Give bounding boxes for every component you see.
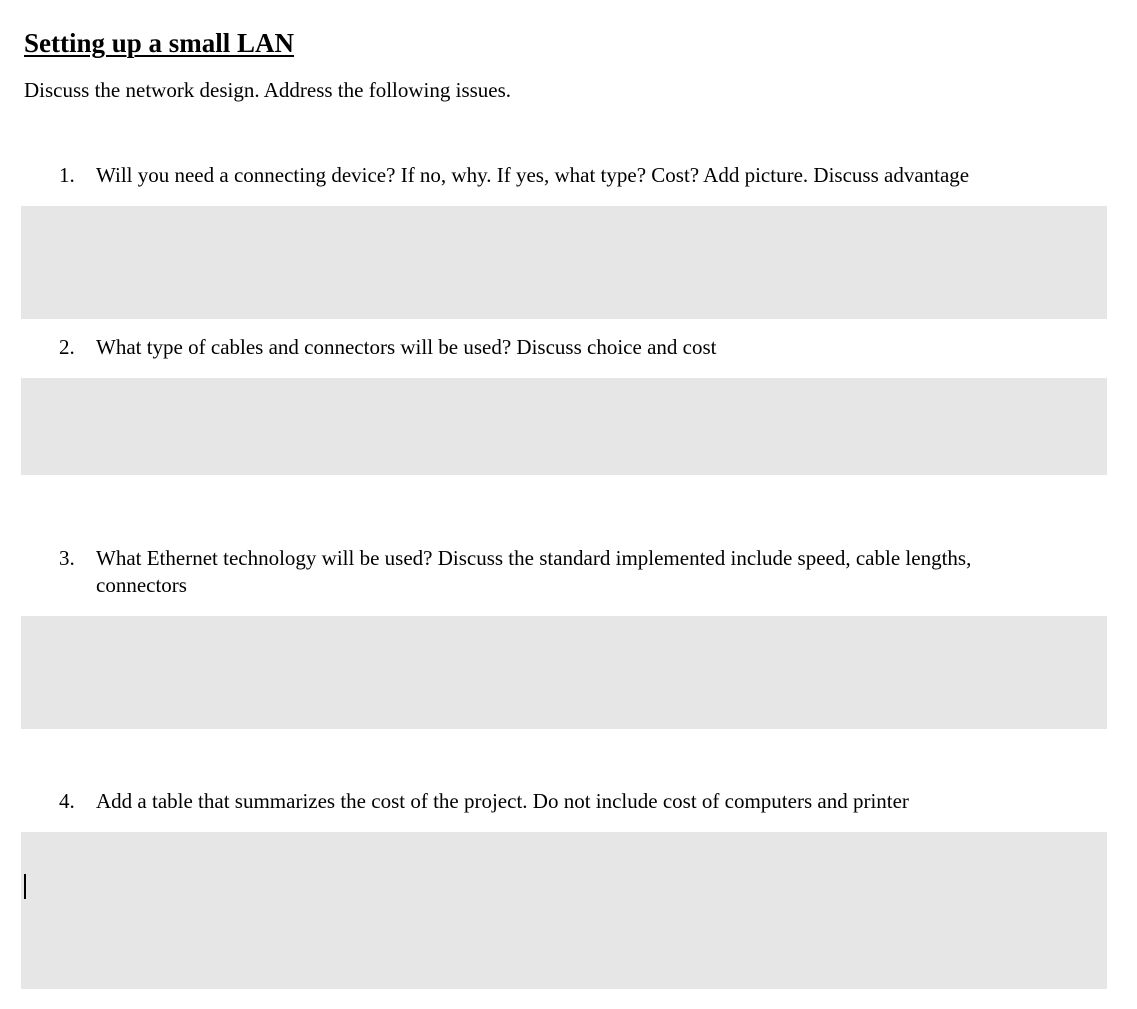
- question-text: Will you need a connecting device? If no, why. If yes, what type? Cost? Add picture. Discuss advantage: [96, 163, 970, 187]
- question-number: 4.: [59, 789, 75, 813]
- question-2: [59, 334, 1036, 361]
- question-number: 3.: [59, 546, 75, 570]
- answer-field-4[interactable]: [21, 832, 1107, 989]
- question-3: [59, 545, 1036, 599]
- question-text: What Ethernet technology will be used? Discuss the standard implemented include speed, cable lengths, connectors: [96, 546, 972, 597]
- question-4: [59, 788, 1036, 815]
- text-cursor: [24, 874, 26, 899]
- question-number: 1.: [59, 163, 75, 187]
- question-number: 2.: [59, 335, 75, 359]
- question-text: What type of cables and connectors will be used? Discuss choice and cost: [96, 335, 717, 359]
- question-text: Add a table that summarizes the cost of the project. Do not include cost of computers and printer: [96, 789, 909, 813]
- answer-field-3[interactable]: [21, 616, 1107, 729]
- answer-field-1[interactable]: [21, 206, 1107, 319]
- question-1: [59, 162, 1036, 189]
- answer-field-2[interactable]: [21, 378, 1107, 475]
- intro-text: Discuss the network design. Address the following issues.: [24, 78, 512, 102]
- document-title: Setting up a small LAN: [24, 28, 295, 58]
